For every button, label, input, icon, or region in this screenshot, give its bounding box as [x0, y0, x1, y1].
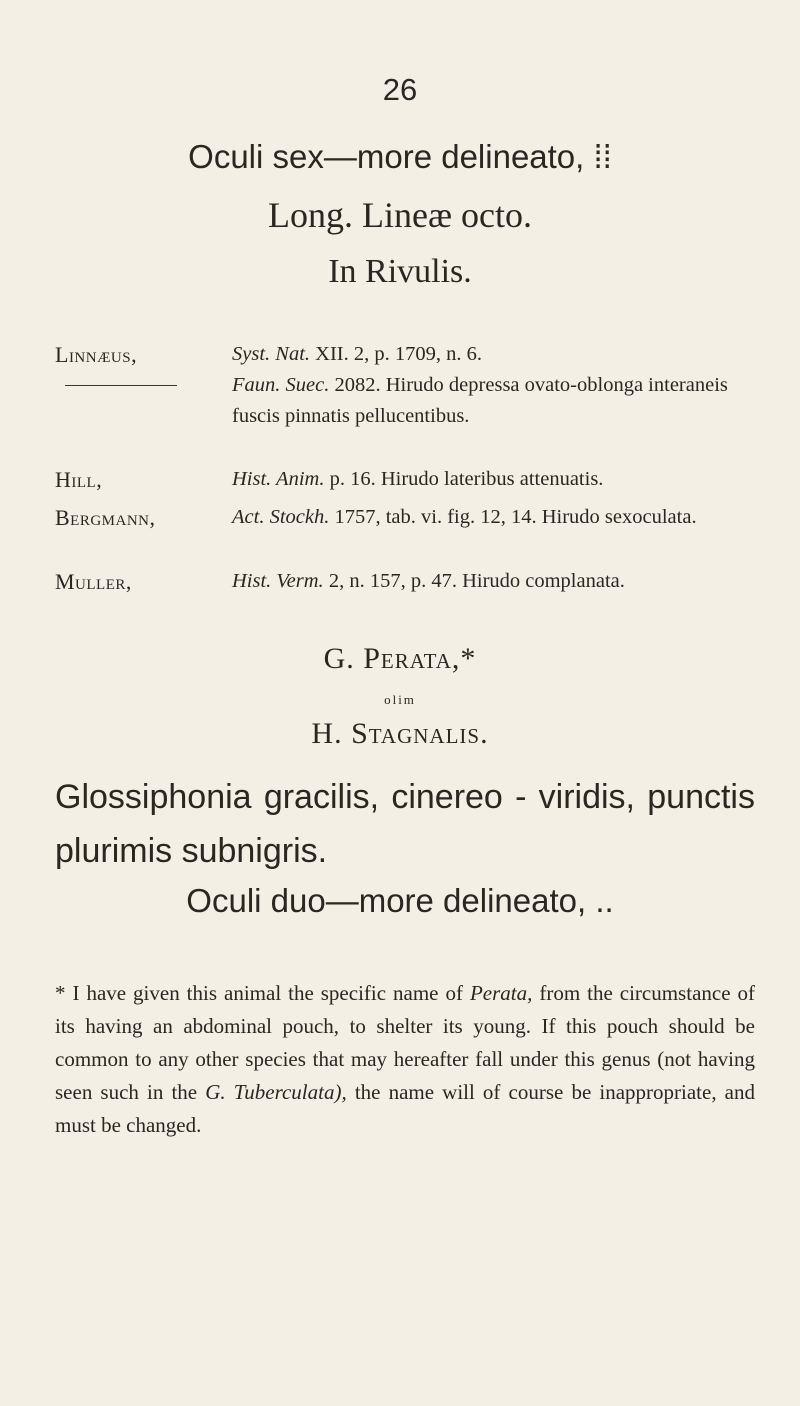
reference-detail: XII. 2, p. 1709, n. 6.: [310, 343, 482, 365]
reference-detail: 2082. Hirudo depressa ovato-oblonga interaneis fuscis pinnatis pellucentibus.: [232, 374, 728, 427]
former-species-name: H. Stagnalis.: [311, 717, 489, 750]
footnote-text-2: from the circumstance of its having an abdominal pouch, to shelter its young. If this pouch should be common to any other species that may hereafter fall under this genus (not having seen such in the: [55, 981, 755, 1104]
reference-title: Hist. Anim.: [232, 468, 325, 490]
eyes-description-2: Oculi duo—more delineato, ..: [186, 882, 614, 919]
species-name: G. Perata,*: [323, 642, 477, 675]
olim-label: olim: [384, 692, 416, 707]
reference-title: Syst. Nat.: [232, 343, 311, 365]
eyes-description: Oculi sex—more delineato, ⁞⁞: [188, 138, 612, 175]
footnote: [55, 977, 755, 1142]
reference-title: Faun. Suec.: [232, 374, 330, 396]
footnote-text-3: the name will of course be inappropriate, and must be changed.: [55, 1080, 755, 1137]
reference-title: Act. Stockh.: [232, 506, 330, 528]
length-description: Long. Lineæ octo.: [268, 195, 532, 235]
footnote-name-1: Perata,: [469, 981, 533, 1005]
ditto-dash: [65, 385, 177, 386]
reference-title: Hist. Verm.: [232, 570, 324, 592]
page-number: 26: [382, 72, 418, 107]
reference-detail: 1757, tab. vi. fig. 12, 14. Hirudo sexoculata.: [329, 506, 697, 528]
footnote-name-2: G. Tuberculata),: [205, 1080, 347, 1104]
reference-detail: p. 16. Hirudo lateribus attenuatis.: [324, 468, 604, 490]
habitat: In Rivulis.: [328, 253, 472, 290]
species-diagnosis: Glossiphonia gracilis, cinereo - viridis, punctis plurimis subnigris.: [55, 778, 755, 870]
author-name: Linnæus,: [55, 342, 138, 367]
author-name: Bergmann,: [55, 505, 156, 530]
author-name: Muller,: [55, 569, 132, 594]
footnote-text-1: * I have given this animal the specific name of: [55, 981, 470, 1005]
reference-detail: 2, n. 157, p. 47. Hirudo complanata.: [323, 570, 625, 592]
author-name: Hill,: [55, 467, 103, 492]
